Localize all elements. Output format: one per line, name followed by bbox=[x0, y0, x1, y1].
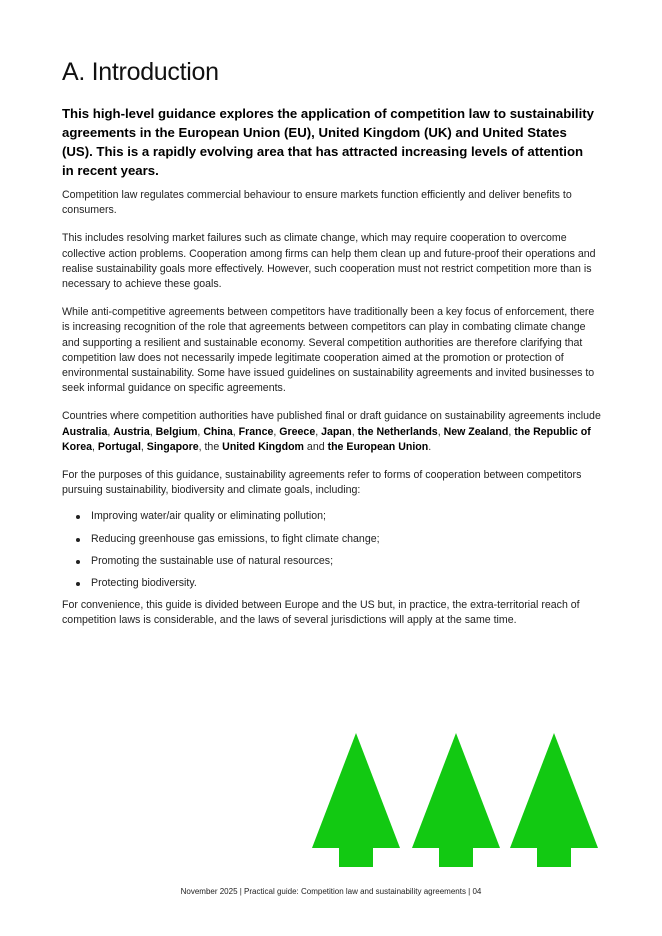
tree-icon bbox=[510, 733, 598, 867]
paragraph-4-the: the bbox=[204, 440, 220, 453]
country: Singapore bbox=[146, 440, 199, 453]
country: United Kingdom bbox=[222, 440, 304, 453]
country: the European Union bbox=[327, 440, 429, 453]
country: Japan bbox=[321, 425, 352, 438]
page-title: A. Introduction bbox=[62, 58, 219, 86]
paragraph-6: For convenience, this guide is divided between Europe and the US but, in practice, the extra-territorial reach of competition laws is considerable, and the laws of several jurisdictions will apply at the same time. bbox=[62, 599, 580, 627]
tree-illustration bbox=[312, 733, 602, 868]
tree-icon bbox=[312, 733, 400, 867]
list-item: Protecting biodiversity. bbox=[62, 576, 602, 591]
paragraph-4-intro: Countries where competition authorities have published final or draft guidance on sustainability agreements include bbox=[62, 410, 601, 423]
paragraph-2: This includes resolving market failures such as climate change, which may require cooperation to overcome collective action problems. Cooperation among firms can help them clean up and future-proof their operations and realise sustainability goals more effectively. However, such cooperation must not restrict competition more than is necessary to achieve these goals. bbox=[62, 232, 596, 291]
page-footer: November 2025 | Practical guide: Competition law and sustainability agreements | 04 bbox=[180, 887, 482, 896]
country: Austria bbox=[113, 425, 150, 438]
goals-list bbox=[62, 509, 602, 591]
country: Portugal bbox=[97, 440, 141, 453]
list-item: Improving water/air quality or eliminating pollution; bbox=[62, 509, 602, 524]
country: France bbox=[238, 425, 274, 438]
list-item: Promoting the sustainable use of natural resources; bbox=[62, 554, 602, 569]
country: New Zealand bbox=[443, 425, 509, 438]
list-item: Reducing greenhouse gas emissions, to fight climate change; bbox=[62, 532, 602, 547]
paragraph-3: While anti-competitive agreements between competitors have traditionally been a key focus of enforcement, there is increasing recognition of the role that agreements between competitors can play in combating climate change and supporting a resilient and sustainable economy. Several competition authorities are therefore clarifying that competition law does not necessarily impede legitimate cooperation aimed at the promotion or protection of environmental sustainability. Some have issued guidelines on sustainability agreements and invited businesses to seek informal guidance on specific agreements. bbox=[62, 306, 595, 395]
lead-paragraph: This high-level guidance explores the application of competition law to sustainability agreements in the European Union (EU), United Kingdom (UK) and United States (US). This is a rapidly evolving area that has attracted increasing levels of attention in recent years. bbox=[62, 106, 594, 178]
paragraph-1: Competition law regulates commercial behaviour to ensure markets function efficiently and deliver benefits to consumers. bbox=[62, 189, 572, 217]
country: the Netherlands bbox=[357, 425, 438, 438]
tree-icon bbox=[412, 733, 500, 867]
paragraph-4-and: and bbox=[306, 440, 325, 453]
paragraph-5: For the purposes of this guidance, sustainability agreements refer to forms of cooperation between competitors pursuing sustainability, biodiversity and climate goals, including: bbox=[62, 469, 582, 497]
country: China bbox=[203, 425, 233, 438]
country: Australia bbox=[62, 425, 108, 438]
paragraph-4: Countries where competition authorities have published final or draft guidance on sustainability agreements include Australia, Austria, Belgium, China, France, Greece, Japan, the Netherlands, New Zealand, the Republic of Korea, Portugal, Singapore, the United Kingdom and the European Union. bbox=[62, 410, 601, 453]
country: Greece bbox=[279, 425, 316, 438]
country: Belgium bbox=[155, 425, 198, 438]
body-text bbox=[62, 188, 602, 642]
country: the Republic of Korea bbox=[62, 425, 591, 453]
